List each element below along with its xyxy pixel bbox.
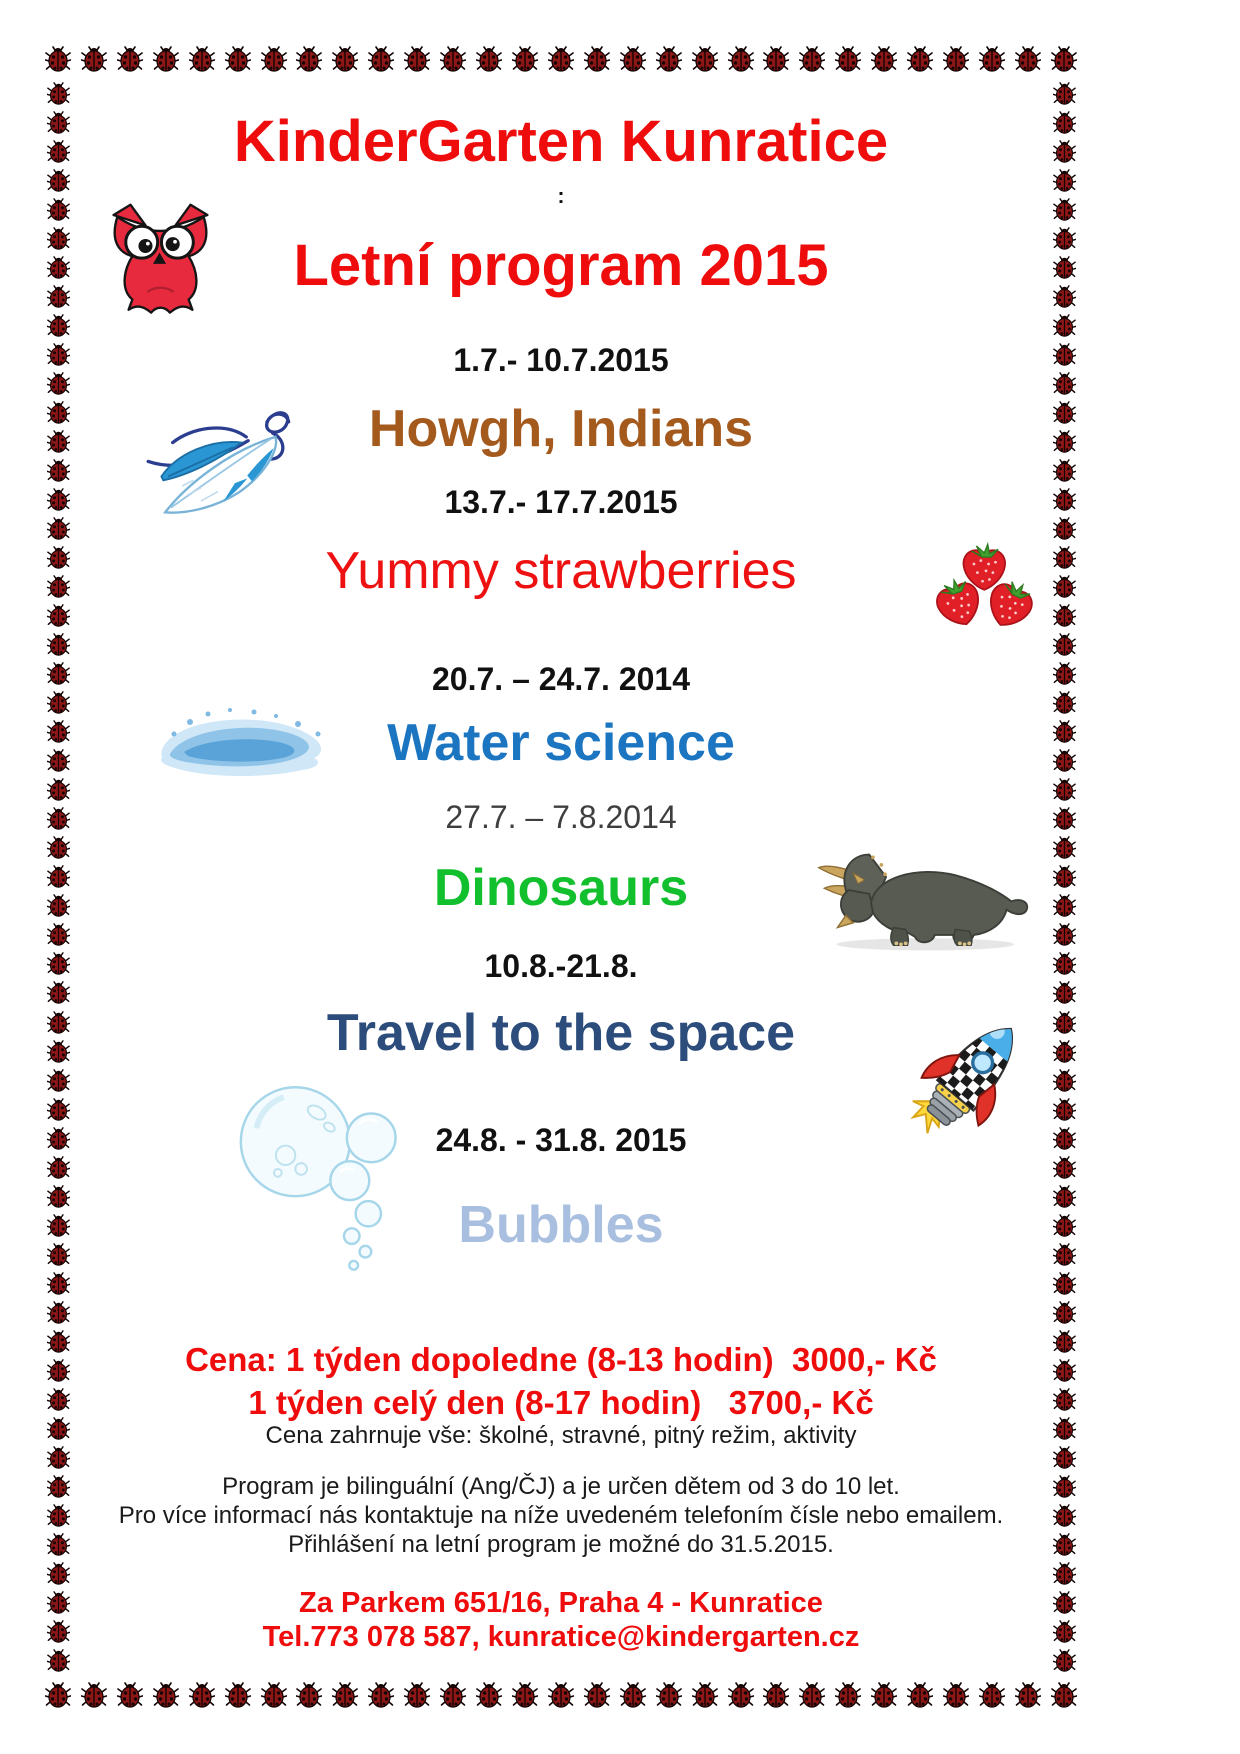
info-deadline: Přihlášení na letní program je možné do 31.5.2015. (288, 1531, 834, 1558)
page-subtitle: Letní program 2015 (293, 233, 829, 298)
program-dates-water: 20.7. – 24.7. 2014 (432, 661, 690, 697)
program-title-travel-space: Travel to the space (326, 1004, 796, 1062)
contact-address: Za Parkem 651/16, Praha 4 - Kunratice (299, 1587, 823, 1619)
info-bilingual: Program je bilinguální (Ang/ČJ) a je určen dětem od 3 do 10 let. (222, 1473, 900, 1500)
price-line-fullday: 1 týden celý den (8-17 hodin) 3700,- Kč (248, 1384, 874, 1421)
program-dates-strawberries: 13.7.- 17.7.2015 (444, 484, 678, 520)
program-dates-bubbles: 24.8. - 31.8. 2015 (435, 1122, 687, 1158)
bubbles-image (235, 1080, 415, 1292)
water-splash-image (150, 700, 340, 795)
program-title-howgh-indians: Howgh, Indians (368, 400, 754, 458)
program-dates-dinosaurs: 27.7. – 7.8.2014 (445, 799, 677, 835)
program-title-water-science: Water science (387, 714, 735, 772)
owl-logo-image (103, 200, 218, 322)
page-title: KinderGarten Kunratice (233, 109, 889, 174)
info-contact-hint: Pro více informací nás kontaktuje na níže uvedeném telefoním čísle nebo emailem. (118, 1502, 1004, 1529)
title-separator: : (557, 185, 565, 208)
price-note: Cena zahrnuje vše: školné, stravné, pitný režim, aktivity (265, 1422, 857, 1449)
contact-phone-email: Tel.773 078 587, kunratice@kindergarten.cz (262, 1621, 860, 1653)
program-title-yummy-strawberries: Yummy strawberries (325, 542, 797, 600)
program-title-bubbles: Bubbles (458, 1196, 664, 1254)
program-dates-space: 10.8.-21.8. (484, 948, 638, 984)
program-title-dinosaurs: Dinosaurs (433, 859, 689, 917)
price-line-morning: Cena: 1 týden dopoledne (8-13 hodin) 3000,- Kč (185, 1341, 937, 1378)
strawberries-image (930, 532, 1042, 640)
flyer-content (45, 0, 1077, 1754)
program-dates-howgh: 1.7.- 10.7.2015 (453, 342, 669, 378)
dinosaur-image (815, 843, 1030, 955)
